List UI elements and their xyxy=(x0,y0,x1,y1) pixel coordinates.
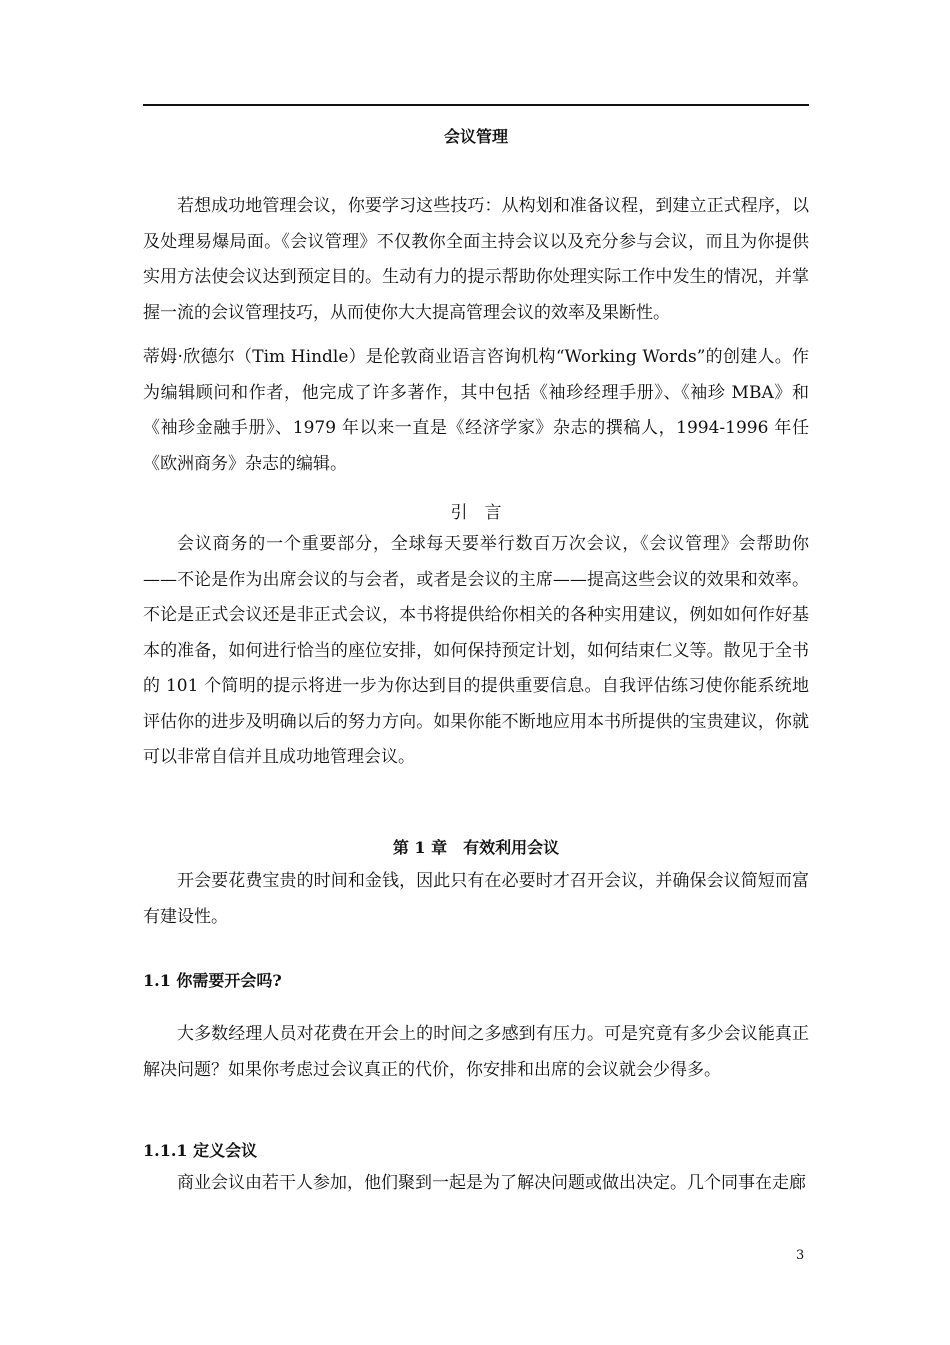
chapter-paragraph: 开会要花费宝贵的时间和金钱，因此只有在必要时才召开会议，并确保会议简短而富有建设性。 xyxy=(143,871,809,927)
section-1-1-1-paragraph: 商业会议由若干人参加，他们聚到一起是为了解决问题或做出决定。几个同事在走廊 xyxy=(177,1173,806,1193)
intro-paragraph: 若想成功地管理会议，你要学习这些技巧：从构划和准备议程，到建立正式程序，以及处理易爆局面。《会议管理》不仅教你全面主持会议以及充分参与会议，而且为你提供实用方法使会议达到预定目的。生动有力的提示帮助你处理实际工作中发生的情况，并掌握一流的会议管理技巧，从而使你大大提高管理会议的效率及果断性。 xyxy=(143,196,809,323)
section-1-1-1-title: 1.1.1 定义会议 xyxy=(143,1141,258,1160)
page-number: 3 xyxy=(796,1248,805,1263)
chapter-title: 第 1 章 有效利用会议 xyxy=(392,838,560,857)
document-title: 会议管理 xyxy=(443,127,508,146)
preface-paragraph: 会议商务的一个重要部分，全球每天要举行数百万次会议，《会议管理》会帮助你——不论是作为出席会议的与会者，或者是会议的主席——提高这些会议的效果和效率。不论是正式会议还是非正式会议，本书将提供给你相关的各种实用建议，例如如何作好基本的准备，如何进行恰当的座位安排，如何保持预定计划，如何结束仁义等。散见于全书的 101 个简明的提示将进一步为你达到目的提供重要信息。自我评估练习使你能系统地评估你的进步及明确以后的努力方向。如果你能不断地应用本书所提供的宝贵建议，你就可以非常自信并且成功地管理会议。 xyxy=(143,534,809,767)
section-1-1-paragraph: 大多数经理人员对花费在开会上的时间之多感到有压力。可是究竟有多少会议能真正解决问题？如果你考虑过会议真正的代价，你安排和出席的会议就会少得多。 xyxy=(143,1024,809,1080)
author-paragraph: 蒂姆·欣德尔（Tim Hindle）是伦敦商业语言咨询机构“Working Words”的创建人。作为编辑顾问和作者，他完成了许多著作，其中包括《袖珍经理手册》、《袖珍 MBA》和《袖珍金融手册》、1979 年以来一直是《经济学家》杂志的撰稿人，1994-1996 年任《欧洲商务》杂志的编辑。 xyxy=(143,347,809,474)
header-rule xyxy=(143,104,809,106)
preface-title: 引 言 xyxy=(450,503,502,523)
section-1-1-title: 1.1 你需要开会吗? xyxy=(143,971,282,990)
